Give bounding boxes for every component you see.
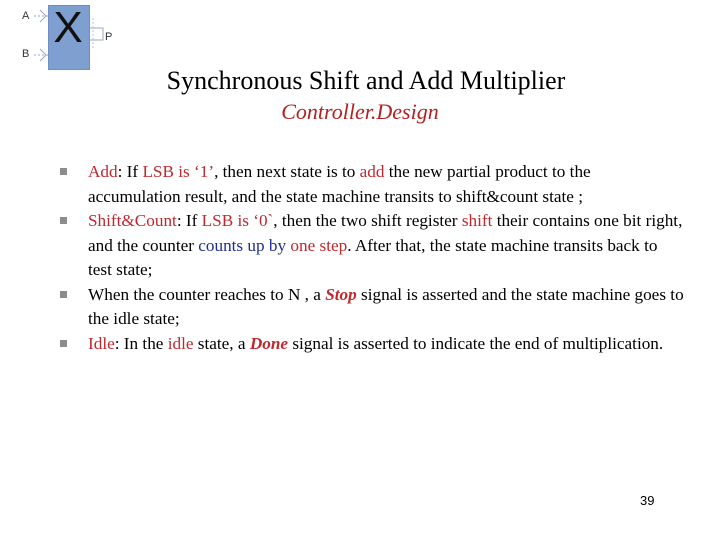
page-number: 39	[640, 493, 655, 508]
bullet-text-segment: add	[359, 162, 385, 181]
bullet-text-segment: . After that, the state machine transits back to test state;	[88, 235, 658, 279]
multiply-x-icon: X	[53, 3, 83, 52]
bullet-text-segment: Done	[249, 333, 289, 353]
slide-subtitle: Controller.Design	[281, 99, 439, 124]
bullet-text-segment: : If	[176, 211, 202, 230]
bullet-item	[60, 160, 685, 209]
bullet-text-segment: LSB is ‘1’	[142, 162, 215, 181]
bullet-text-segment: LSB is ‘0`	[201, 211, 274, 230]
square-bullet-icon	[60, 168, 67, 175]
bullet-text-segment: signal is asserted to indicate the end of multiplication.	[288, 333, 664, 353]
square-bullet-icon	[60, 291, 67, 298]
square-bullet-icon	[60, 340, 67, 347]
bullet-item	[60, 332, 685, 357]
bullet-text-segment: counts up by	[198, 235, 287, 255]
bullet-text-segment: : In the	[114, 333, 168, 353]
bullet-list	[60, 160, 685, 356]
bullet-text-segment: Add	[88, 162, 118, 181]
multiplier-logo	[0, 0, 120, 70]
input-a-label: A	[22, 10, 30, 22]
bullet-text-segment: idle	[167, 333, 194, 353]
bullet-text-segment: state, a	[193, 333, 250, 353]
bullet-item	[60, 209, 685, 283]
bullet-text-segment: one step	[290, 235, 348, 255]
bullet-text-segment: signal is asserted and the state machine goes to the idle state;	[88, 284, 684, 328]
bullet-text-segment: : If	[117, 162, 143, 181]
bullet-text-segment: Idle	[88, 333, 115, 353]
bullet-text-segment: Stop	[325, 284, 357, 304]
bullet-text-segment: , then next state is to	[214, 162, 360, 181]
bullet-text-segment: shift	[461, 211, 493, 230]
bullet-text-segment: Shift&Count	[88, 211, 177, 230]
bullet-item	[60, 283, 685, 332]
bullet-text-segment: , then the two shift register	[273, 211, 462, 230]
slide-title: Synchronous Shift and Add Multiplier	[166, 66, 566, 95]
square-bullet-icon	[60, 217, 67, 224]
bullet-text-segment: the new partial product to the accumulation result, and the state machine transits to shift&count state ;	[88, 162, 591, 206]
bullet-text-segment: When the counter reaches to N , a	[88, 284, 326, 304]
input-b-label: B	[22, 48, 30, 60]
bullet-text-segment: their contains one bit right, and the counter	[88, 211, 683, 255]
output-p-label: P	[105, 31, 113, 43]
